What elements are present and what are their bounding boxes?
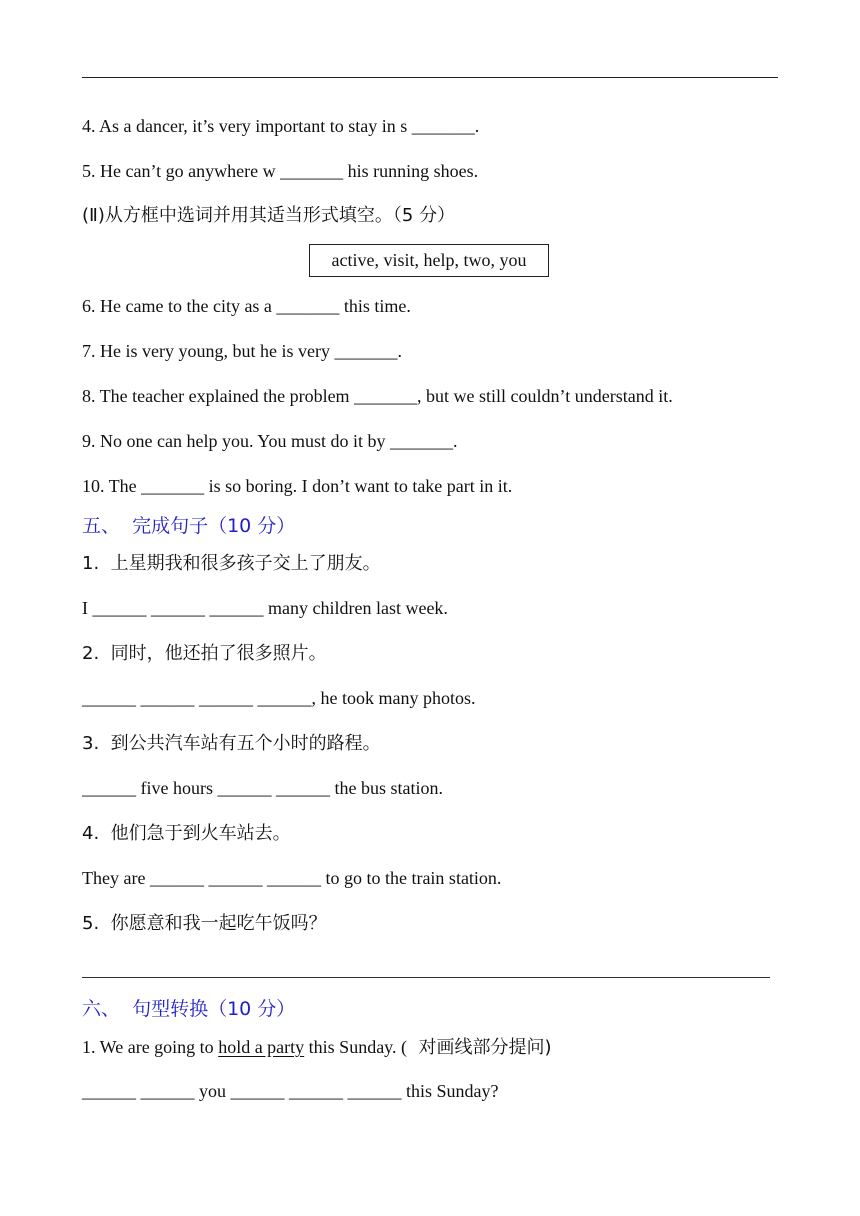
s5-q2-chinese: 2. 同时，他还拍了很多照片。	[82, 643, 327, 664]
question-10: 10. The _______ is so boring. I don’t want to take part in it.	[82, 476, 513, 496]
s5-q4-chinese: 4. 他们急于到火车站去。	[82, 823, 291, 844]
question-6: 6. He came to the city as a _______ this time.	[82, 296, 411, 316]
s5-q2-english: ______ ______ ______ ______, he took many photos.	[82, 688, 476, 708]
section-5-title: 五、 完成句子（10 分）	[82, 515, 296, 537]
section-ii-title: (Ⅱ)从方框中选词并用其适当形式填空。（5 分）	[82, 205, 456, 226]
s5-q3-english: ______ five hours ______ ______ the bus station.	[82, 778, 443, 798]
s5-q1-chinese: 1. 上星期我和很多孩子交上了朋友。	[82, 553, 381, 574]
s5-q5-chinese: 5. 你愿意和我一起吃午饭吗？	[82, 913, 327, 934]
s6-q1-underlined-phrase: hold a party	[218, 1037, 305, 1057]
s5-q3-chinese: 3. 到公共汽车站有五个小时的路程。	[82, 733, 381, 754]
header-rule	[82, 77, 778, 78]
question-5: 5. He can’t go anywhere w _______ his running shoes.	[82, 161, 479, 181]
s5-q1-english: I ______ ______ ______ many children last week.	[82, 598, 448, 618]
question-8: 8. The teacher explained the problem _______, but we still couldn’t understand it.	[82, 386, 673, 406]
word-box: active, visit, help, two, you	[309, 244, 549, 277]
question-7: 7. He is very young, but he is very _______.	[82, 341, 402, 361]
s6-q1-text-before: 1. We are going to	[82, 1037, 219, 1057]
s6-q1-answer: ______ ______ you ______ ______ ______ this Sunday?	[82, 1081, 499, 1101]
s5-q5-answer-line	[82, 977, 770, 978]
section-6-title: 六、 句型转换（10 分）	[82, 998, 296, 1020]
question-4: 4. As a dancer, it’s very important to stay in s _______.	[82, 116, 480, 136]
s5-q4-english: They are ______ ______ ______ to go to the train station.	[82, 868, 502, 888]
s6-q1-instruction: 对画线部分提问)	[407, 1037, 552, 1058]
s6-q1-prompt	[82, 1035, 551, 1060]
question-9: 9. No one can help you. You must do it by _______.	[82, 431, 458, 451]
s6-q1-text-after: this Sunday. (	[304, 1037, 408, 1057]
